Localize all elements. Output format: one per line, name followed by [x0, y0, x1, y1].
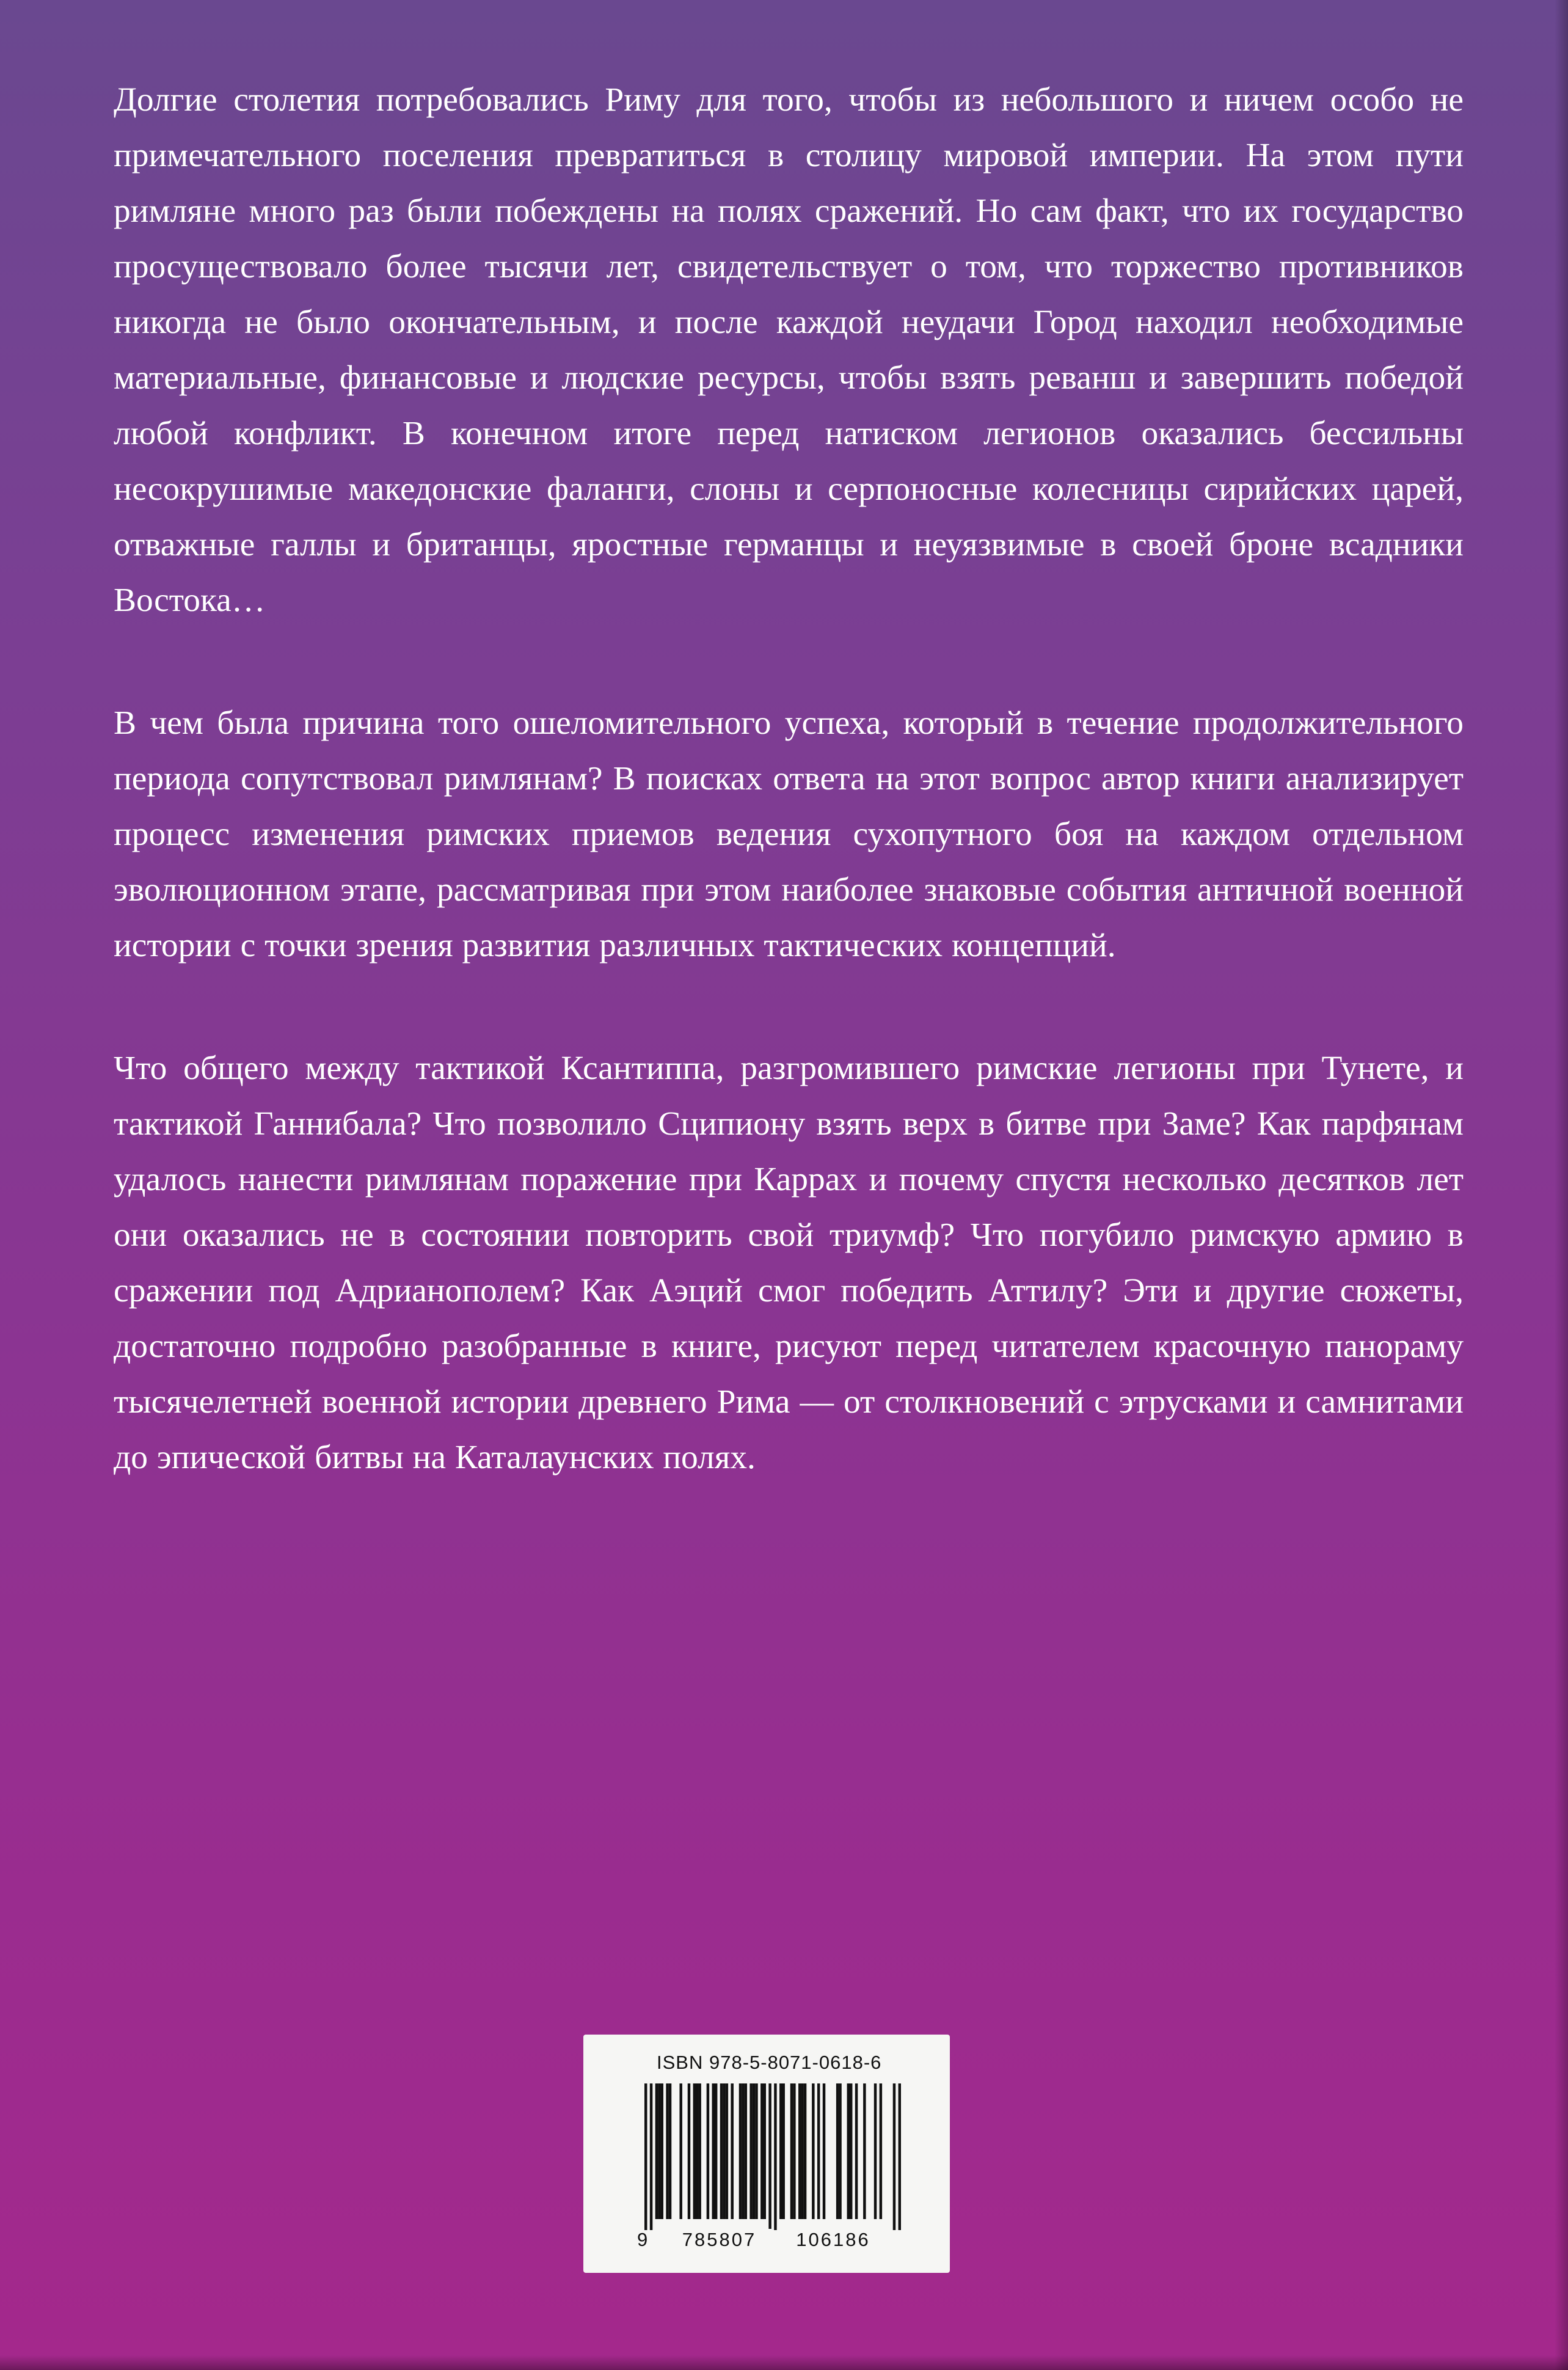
barcode-label: [583, 2035, 950, 2273]
cover-bottom-shadow: [0, 2355, 1568, 2370]
barcode-bar: [893, 2083, 895, 2230]
barcode-bar: [666, 2083, 668, 2219]
cover-blurb: [114, 72, 1464, 1553]
barcode-bar: [880, 2083, 882, 2219]
barcode-bar: [782, 2083, 784, 2219]
barcode-bar: [774, 2083, 776, 2230]
barcode-bar: [661, 2083, 663, 2219]
barcode-bar: [723, 2083, 725, 2219]
isbn-text: ISBN 978-5-8071-0618-6: [657, 2052, 882, 2073]
barcode-bar: [855, 2083, 858, 2219]
barcode-bar: [804, 2083, 806, 2219]
barcode-bar: [755, 2083, 757, 2219]
barcode-bar: [847, 2083, 850, 2219]
barcode-bar: [742, 2083, 744, 2219]
barcode-bar: [793, 2083, 795, 2219]
barcode-bar: [688, 2083, 690, 2219]
cover-edge-shadow: [1555, 0, 1568, 2370]
barcode-bar: [850, 2083, 852, 2219]
barcode-bar: [707, 2083, 709, 2219]
barcode-bar: [839, 2083, 841, 2219]
barcode-bar: [790, 2083, 793, 2219]
barcode-bar: [726, 2083, 728, 2219]
barcode-bar: [679, 2083, 682, 2219]
barcode-bar: [712, 2083, 715, 2219]
barcode-bars: [644, 2083, 901, 2230]
blurb-paragraph-3: Что общего между тактикой Ксантиппа, разгромившего римские легионы при Тунете, и тактикой Ганнибала? Что позволило Сципиону взять верх в битве при Заме? Как парфянам удалось нанести римлянам поражение при Каррах и почему спустя несколько десятков лет они оказались не в состоянии повторить свой триумф? Что погубило римскую армию в сражении под Адрианополем? Как Аэций смог победить Аттилу? Эти и другие сюжеты, достаточно подробно разобранные в книге, рисуют перед читателем красочную панораму тысячелетней военной истории древнего Рима — от столкновений с этрусками и самнитами до эпической битвы на Каталаунских полях.: [114, 1050, 1464, 1476]
barcode-bar: [720, 2083, 723, 2219]
barcode-bar: [715, 2083, 717, 2219]
barcode-bar: [749, 2083, 752, 2219]
barcode-bar: [644, 2083, 647, 2230]
barcode-bar: [731, 2083, 733, 2219]
barcode-bar: [696, 2083, 698, 2219]
barcode-bar: [798, 2083, 801, 2219]
barcode-bar: [801, 2083, 803, 2219]
barcode-bar: [698, 2083, 701, 2219]
barcode-bar: [650, 2083, 652, 2230]
barcode-bar: [693, 2083, 696, 2219]
barcode-bar: [760, 2083, 763, 2219]
barcode-bar: [779, 2083, 782, 2219]
barcode-bar: [899, 2083, 901, 2230]
barcode-bar: [739, 2083, 742, 2219]
blurb-paragraph-1: Долгие столетия потребовались Риму для того, чтобы из небольшого и ничем особо не примечательного поселения превратиться в столицу мировой империи. На этом пути римляне много раз были побеждены на полях сражений. Но сам факт, что их государство просуществовало более тысячи лет, свидетельствует о том, что торжество противников никогда не было окончательным, и после каждой неудачи Город находил необходимые материальные, финансовые и людские ресурсы, чтобы взять реванш и завершить победой любой конфликт. В конечном итоге перед натиском легионов оказались бессильны несокрушимые македонские фаланги, слоны и серпоносные колесницы сирийских царей, отважные галлы и британцы, яростные германцы и неуязвимые в своей броне всадники Востока…: [114, 81, 1464, 619]
barcode-bar: [823, 2083, 825, 2219]
barcode-bar: [658, 2083, 660, 2219]
barcode-bar: [812, 2083, 814, 2219]
barcode-bar: [817, 2083, 820, 2219]
ean-left-group: 785807: [666, 2229, 772, 2251]
barcode-bar: [764, 2083, 766, 2219]
barcode-bar: [836, 2083, 839, 2219]
barcode-bar: [745, 2083, 747, 2219]
barcode-bar: [669, 2083, 671, 2219]
barcode-bar: [655, 2083, 658, 2219]
barcode-bar: [753, 2083, 755, 2219]
blurb-paragraph-2: В чем была причина того ошеломительного успеха, который в течение продолжительного периода сопутствовал римлянам? В поисках ответа на этот вопрос автор книги анализирует процесс изменения римских приемов ведения сухопутного боя на каждом отдельном эволюционном этапе, рассматривая при этом наиболее знаковые события античной военной истории с точки зрения развития различных тактических концепций.: [114, 704, 1464, 964]
barcode-bar: [768, 2083, 771, 2230]
ean-right-group: 106186: [779, 2229, 888, 2251]
barcode-bar: [863, 2083, 866, 2219]
barcode-bar: [874, 2083, 877, 2219]
ean-first-digit: 9: [637, 2229, 648, 2250]
